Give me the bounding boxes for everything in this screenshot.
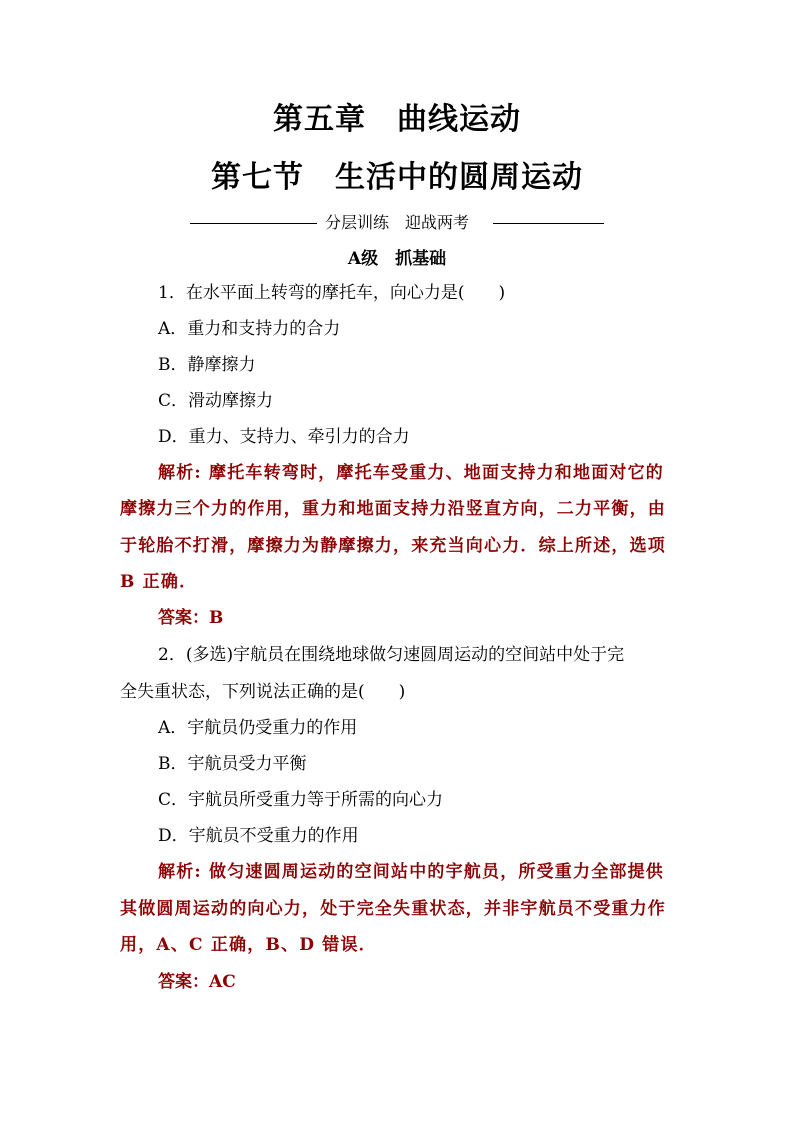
section-divider	[190, 212, 604, 234]
q1-option-a: A．重力和支持力的合力	[158, 319, 341, 339]
q1-analysis-line-4: B 正确．	[120, 572, 198, 592]
level-heading: A级 抓基础	[347, 249, 447, 269]
q1-answer-value: B	[209, 608, 224, 628]
q2-answer	[158, 970, 236, 994]
q1-analysis-line-3: 于轮胎不打滑，摩擦力为静摩擦力，来充当向心力．综上所述，选项	[120, 536, 666, 556]
q1-answer-label: 答案：	[158, 608, 209, 628]
q1-stem: 1．在水平面上转弯的摩托车，向心力是( )	[158, 283, 506, 303]
q2-answer-label: 答案：	[158, 972, 209, 992]
q2-option-b: B．宇航员受力平衡	[158, 754, 307, 774]
q1-analysis-label: 解析:	[158, 463, 202, 483]
q2-option-c: C．宇航员所受重力等于所需的向心力	[158, 790, 444, 810]
q2-option-d: D．宇航员不受重力的作用	[158, 826, 359, 846]
q2-analysis-line-1: 解析: 做匀速圆周运动的空间站中的宇航员，所受重力全部提供	[158, 862, 665, 882]
q2-stem-line-1: 2．(多选)宇航员在围绕地球做匀速圆周运动的空间站中处于完	[158, 645, 625, 665]
q2-analysis-line-3: 用，A、C 正确，B、D 错误．	[120, 935, 377, 955]
section-title: 第七节 生活中的圆周运动	[211, 160, 583, 195]
q1-option-b: B．静摩擦力	[158, 355, 256, 375]
q1-analysis-line-1: 解析: 摩托车转弯时，摩托车受重力、地面支持力和地面对它的	[158, 463, 665, 483]
chapter-title: 第五章 曲线运动	[273, 102, 521, 137]
divider-text: 分层训练 迎战两考	[324, 213, 469, 232]
q2-analysis-label: 解析:	[158, 862, 202, 882]
q1-answer	[158, 606, 223, 630]
q2-stem-line-2: 全失重状态，下列说法正确的是( )	[120, 682, 406, 702]
q2-analysis-line-2: 其做圆周运动的向心力，处于完全失重状态，并非宇航员不受重力作	[120, 899, 666, 919]
divider-line-right	[493, 223, 604, 224]
q2-option-a: A．宇航员仍受重力的作用	[158, 718, 358, 738]
q1-option-c: C．滑动摩擦力	[158, 391, 274, 411]
q2-answer-value: AC	[209, 972, 236, 992]
q1-option-d: D．重力、支持力、牵引力的合力	[158, 427, 410, 447]
q1-analysis-line-2: 摩擦力三个力的作用，重力和地面支持力沿竖直方向，二力平衡，由	[120, 499, 666, 519]
